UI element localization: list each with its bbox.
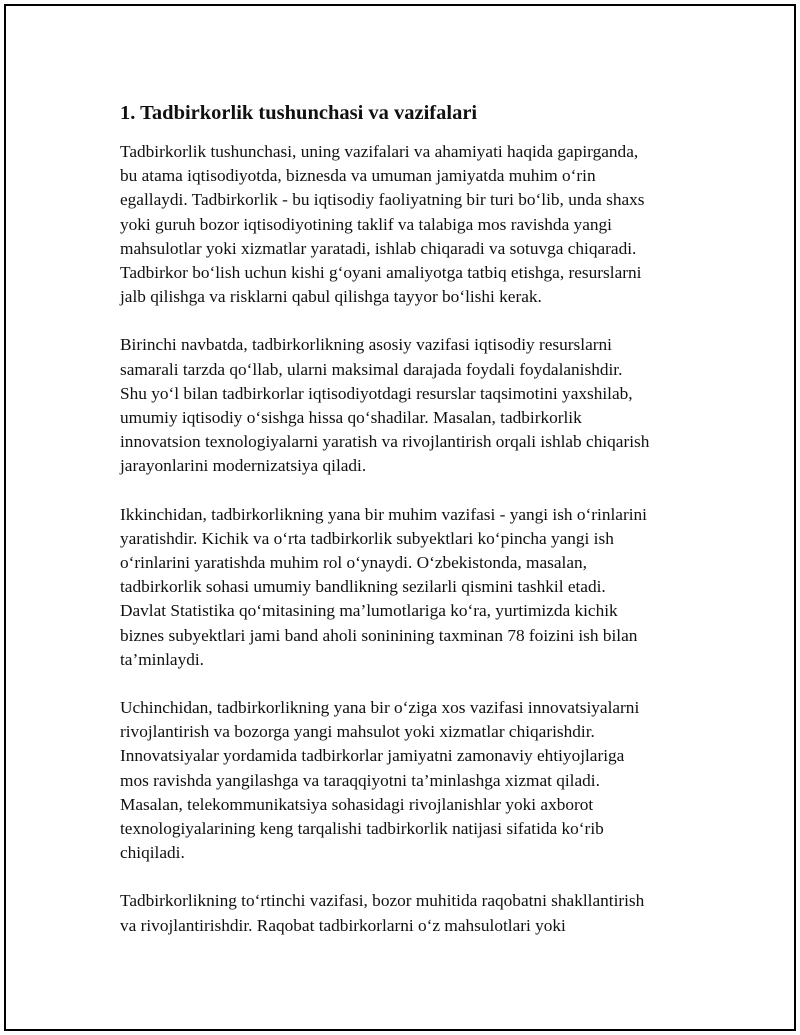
text-line: samarali tarzda qo‘llab, ularni maksimal darajada foydali foydalanishdir.	[120, 359, 623, 379]
page-frame	[4, 4, 796, 1031]
text-line: Masalan, telekommunikatsiya sohasidagi rivojlanishlar yoki axborot	[120, 794, 594, 814]
text-line: egallaydi. Tadbirkorlik - bu iqtisodiy faoliyatning bir turi bo‘lib, unda shaxs	[120, 190, 645, 210]
text-line: jarayonlarini modernizatsiya qiladi.	[120, 456, 367, 476]
text-line: mos ravishda yangilashga va taraqqiyotni ta’minlashga xizmat qiladi.	[120, 770, 600, 790]
paragraph	[120, 503, 700, 672]
paragraph	[120, 889, 700, 937]
text-line: mahsulotlar yoki xizmatlar yaratadi, ishlab chiqaradi va sotuvga chiqaradi.	[120, 238, 637, 258]
text-line: Shu yo‘l bilan tadbirkorlar iqtisodiyotdagi resurslar taqsimotini yaxshilab,	[120, 383, 633, 403]
text-line: Birinchi navbatda, tadbirkorlikning asosiy vazifasi iqtisodiy resurslarni	[120, 335, 612, 355]
text-line: jalb qilishga va risklarni qabul qilishga tayyor bo‘lishi kerak.	[120, 287, 542, 307]
text-line: bu atama iqtisodiyotda, biznesda va umuman jamiyatda muhim o‘rin	[120, 166, 596, 186]
paragraph-list	[120, 140, 700, 938]
text-line: rivojlantirish va bozorga yangi mahsulot yoki xizmatlar chiqarishdir.	[120, 722, 595, 742]
paragraph	[120, 333, 700, 478]
text-line: Tadbirkorlikning to‘rtinchi vazifasi, bozor muhitida raqobatni shakllantirish	[120, 891, 645, 911]
paragraph	[120, 140, 700, 309]
document-body	[120, 100, 700, 962]
text-line: biznes subyektlari jami band aholi soninining taxminan 78 foizini ish bilan	[120, 625, 638, 645]
text-line: Davlat Statistika qo‘mitasining ma’lumotlariga ko‘ra, yurtimizda kichik	[120, 601, 618, 621]
text-line: umumiy iqtisodiy o‘sishga hissa qo‘shadilar. Masalan, tadbirkorlik	[120, 408, 582, 428]
text-line: Innovatsiyalar yordamida tadbirkorlar jamiyatni zamonaviy ehtiyojlariga	[120, 746, 625, 766]
text-line: o‘rinlarini yaratishda muhim rol o‘ynaydi. O‘zbekistonda, masalan,	[120, 553, 587, 573]
text-line: Uchinchidan, tadbirkorlikning yana bir o‘ziga xos vazifasi innovatsiyalarni	[120, 698, 640, 718]
section-heading: 1. Tadbirkorlik tushunchasi va vazifalari	[120, 102, 478, 124]
text-line: Tadbirkor bo‘lish uchun kishi g‘oyani amaliyotga tatbiq etishga, resurslarni	[120, 263, 642, 283]
text-line: texnologiyalarining keng tarqalishi tadbirkorlik natijasi sifatida ko‘rib	[120, 819, 604, 839]
text-line: yoki guruh bozor iqtisodiyotining taklif va talabiga mos ravishda yangi	[120, 214, 612, 234]
text-line: Ikkinchidan, tadbirkorlikning yana bir muhim vazifasi - yangi ish o‘rinlarini	[120, 504, 647, 524]
text-line: ta’minlaydi.	[120, 649, 204, 669]
text-line: innovatsion texnologiyalarni yaratish va rivojlantirish orqali ishlab chiqarish	[120, 432, 650, 452]
paragraph	[120, 696, 700, 865]
text-line: chiqiladi.	[120, 843, 185, 863]
text-line: va rivojlantirishdir. Raqobat tadbirkorlarni o‘z mahsulotlari yoki	[120, 915, 566, 935]
text-line: Tadbirkorlik tushunchasi, uning vazifalari va ahamiyati haqida gapirganda,	[120, 142, 639, 161]
text-line: yaratishdir. Kichik va o‘rta tadbirkorlik subyektlari ko‘pincha yangi ish	[120, 528, 614, 548]
text-line: tadbirkorlik sohasi umumiy bandlikning sezilarli qismini tashkil etadi.	[120, 577, 606, 597]
